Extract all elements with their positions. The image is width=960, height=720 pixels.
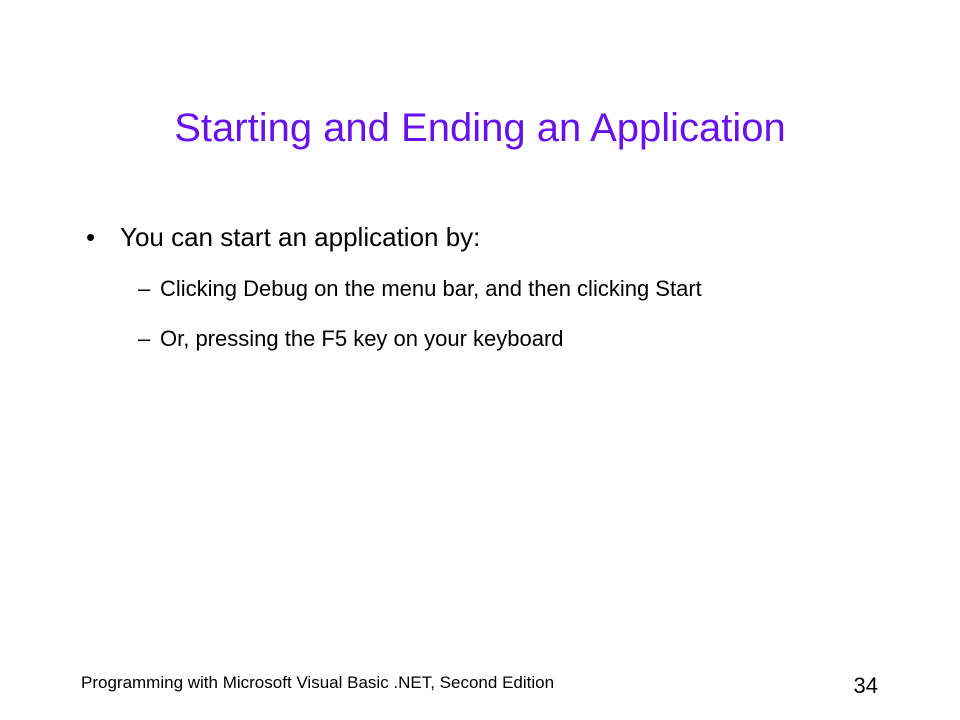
sub-bullet-group xyxy=(86,274,886,354)
sub-bullet-marker: – xyxy=(138,276,151,301)
sub-bullet-item xyxy=(86,274,886,304)
slide-title: Starting and Ending an Application xyxy=(174,106,786,150)
sub-bullet-list xyxy=(86,274,886,354)
page-number: 34 xyxy=(853,673,878,698)
bullet-list xyxy=(86,220,886,374)
sub-bullet-item xyxy=(86,324,886,354)
bullet-text: You can start an application by: xyxy=(120,222,481,252)
sub-bullet-text: Or, pressing the F5 key on your keyboard xyxy=(160,326,564,351)
sub-bullet-text: Clicking Debug on the menu bar, and then clicking Start xyxy=(160,276,702,301)
bullet-item xyxy=(86,220,886,254)
sub-bullet-marker: – xyxy=(138,326,151,351)
bullet-marker: • xyxy=(86,222,96,252)
footer-text: Programming with Microsoft Visual Basic .NET, Second Edition xyxy=(81,673,555,692)
